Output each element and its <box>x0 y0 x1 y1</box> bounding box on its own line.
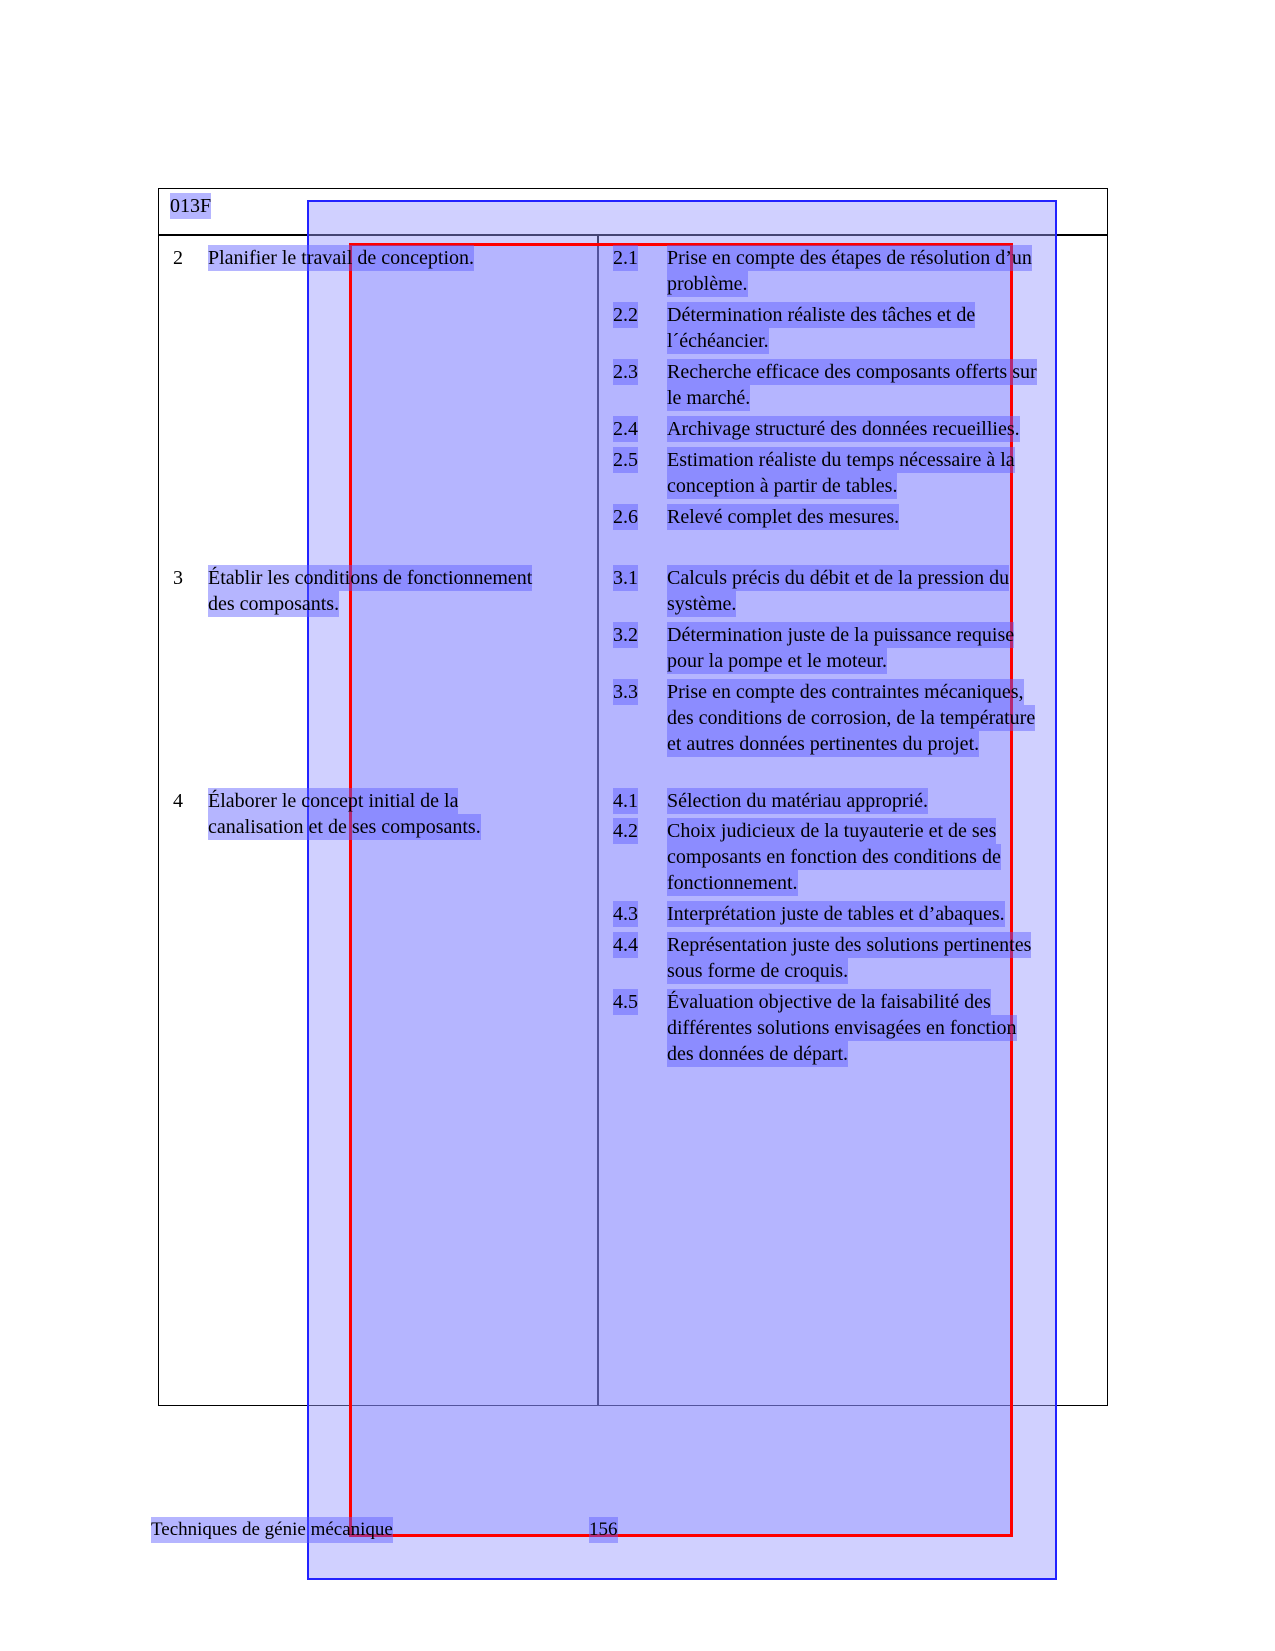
criterion-number: 4.4 <box>613 934 638 956</box>
criterion-text: sous forme de croquis. <box>667 960 849 982</box>
section-title: Planifier le travail de conception. <box>208 247 475 269</box>
criterion-text: Évaluation objective de la faisabilité des <box>667 991 991 1013</box>
section-title: Élaborer le concept initial de la <box>208 790 459 812</box>
criterion-text: Archivage structuré des données recueillies. <box>667 418 1020 440</box>
criterion-number: 4.5 <box>613 991 638 1013</box>
criterion-text: et autres données pertinentes du projet. <box>667 733 980 755</box>
criterion-number: 2.1 <box>613 247 638 269</box>
section-number: 4 <box>173 790 183 812</box>
criterion-text: Détermination juste de la puissance requise <box>667 624 1015 646</box>
criterion-number: 4.3 <box>613 903 638 925</box>
section-title: Établir les conditions de fonctionnement <box>208 567 533 589</box>
criterion-text: Estimation réaliste du temps nécessaire à la <box>667 449 1015 471</box>
criterion-number: 2.5 <box>613 449 638 471</box>
criterion-text: Représentation juste des solutions pertinentes <box>667 934 1032 956</box>
criterion-text: Choix judicieux de la tuyauterie et de ses <box>667 820 997 842</box>
criterion-text: Relevé complet des mesures. <box>667 506 900 528</box>
criterion-text: Calculs précis du débit et de la pression du <box>667 567 1010 589</box>
section-title: canalisation et de ses composants. <box>208 816 481 838</box>
criterion-text: Prise en compte des étapes de résolution d’un <box>667 247 1032 269</box>
criterion-text: Interprétation juste de tables et d’abaques. <box>667 903 1005 925</box>
criterion-text: composants en fonction des conditions de <box>667 846 1001 868</box>
criterion-text: fonctionnement. <box>667 872 798 894</box>
criterion-text: Recherche efficace des composants offerts sur <box>667 361 1037 383</box>
criterion-number: 3.1 <box>613 567 638 589</box>
criterion-text: problème. <box>667 273 748 295</box>
criterion-number: 3.3 <box>613 681 638 703</box>
criterion-number: 2.3 <box>613 361 638 383</box>
footer-program-name: Techniques de génie mécanique <box>151 1517 393 1543</box>
criterion-text: des conditions de corrosion, de la température <box>667 707 1036 729</box>
footer-page-number: 156 <box>589 1517 618 1543</box>
section-number: 3 <box>173 567 183 589</box>
section-title: des composants. <box>208 593 340 615</box>
criterion-text: des données de départ. <box>667 1043 849 1065</box>
criterion-text: conception à partir de tables. <box>667 475 898 497</box>
criterion-text: Prise en compte des contraintes mécaniques, <box>667 681 1024 703</box>
criterion-number: 2.6 <box>613 506 638 528</box>
criterion-text: Sélection du matériau approprié. <box>667 790 929 812</box>
criterion-text: pour la pompe et le moteur. <box>667 650 887 672</box>
criterion-text: différentes solutions envisagées en fonction <box>667 1017 1017 1039</box>
section-number: 2 <box>173 247 183 269</box>
document-code: 013F <box>170 195 212 217</box>
criterion-number: 2.2 <box>613 304 638 326</box>
criterion-text: Détermination réaliste des tâches et de <box>667 304 976 326</box>
criterion-number: 4.2 <box>613 820 638 842</box>
criterion-number: 4.1 <box>613 790 638 812</box>
criterion-text: l´échéancier. <box>667 330 769 352</box>
criterion-number: 2.4 <box>613 418 638 440</box>
criterion-text: le marché. <box>667 387 751 409</box>
criterion-text: système. <box>667 593 737 615</box>
criterion-number: 3.2 <box>613 624 638 646</box>
